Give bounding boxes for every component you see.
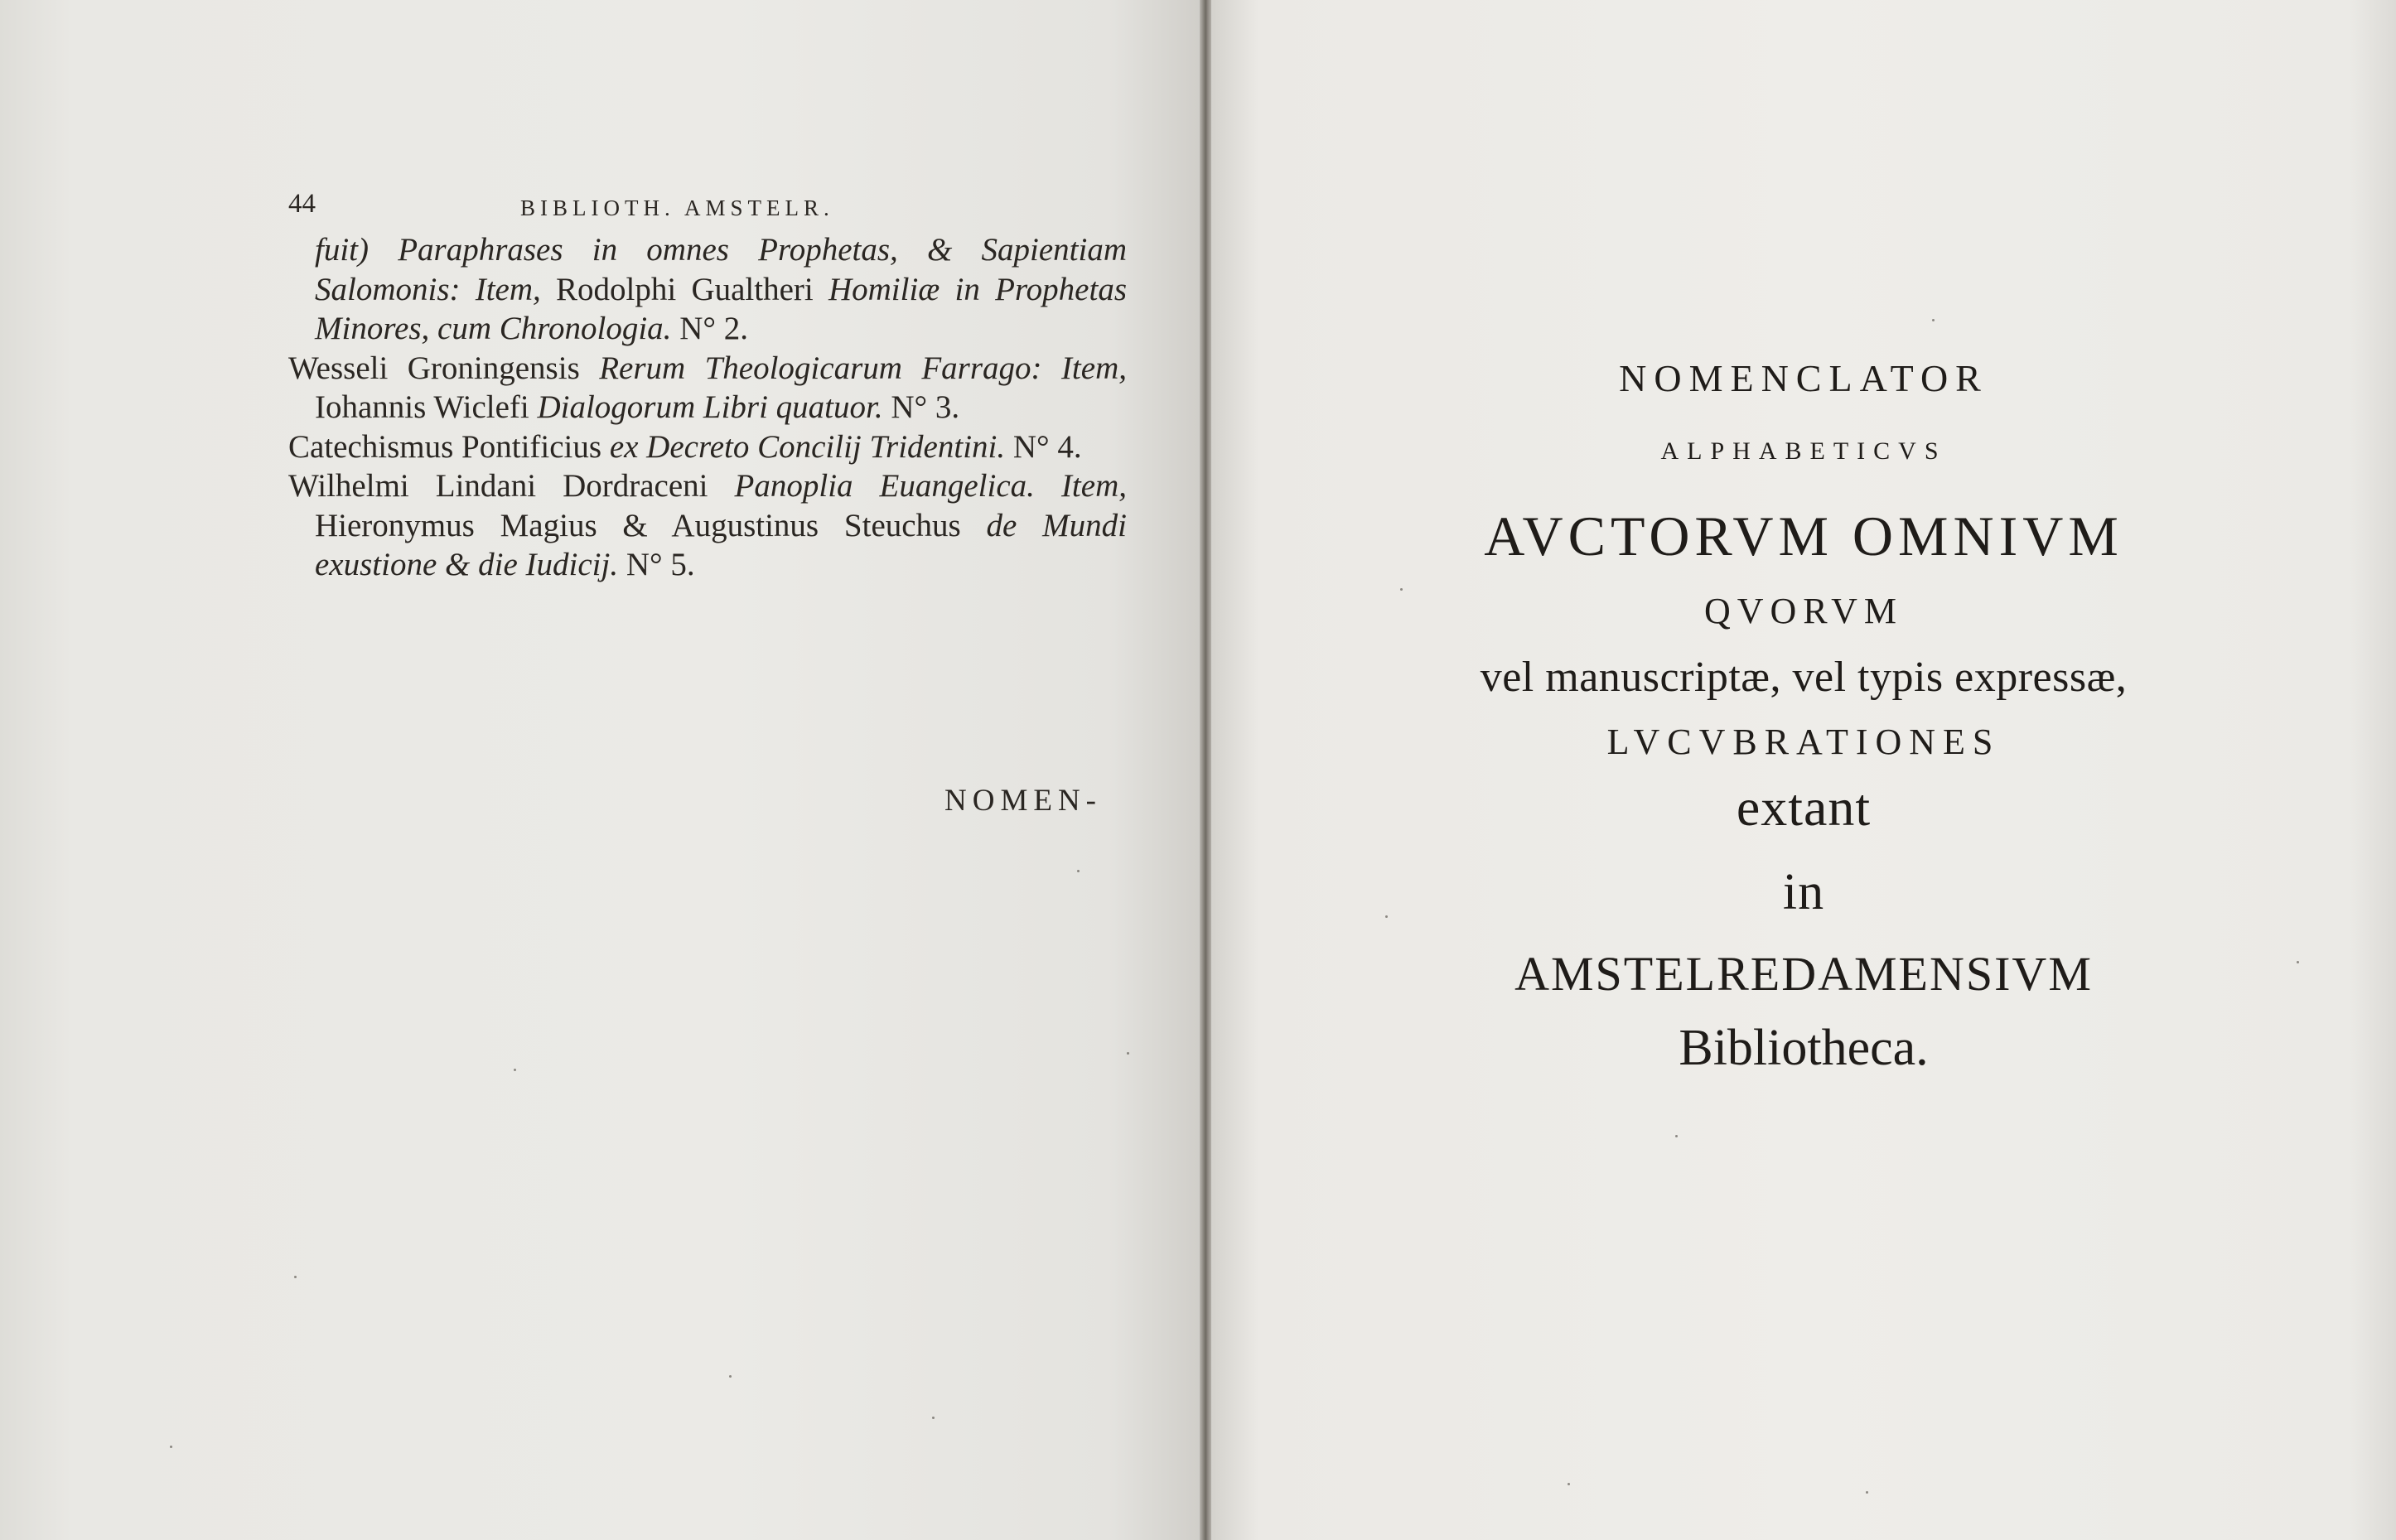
page-number: 44 — [288, 189, 316, 219]
paper-speck — [1866, 1491, 1868, 1494]
paper-speck — [294, 1276, 297, 1278]
entry-segment: Iohannis Wiclefi — [315, 389, 538, 425]
right-page — [1211, 0, 2396, 1540]
entry-segment: de Mundi exustione & die Iudicij. — [315, 507, 1127, 582]
entry-segment: N° 3. — [891, 389, 960, 425]
paper-speck — [1400, 588, 1403, 591]
paper-speck — [514, 1069, 516, 1071]
paper-speck — [1932, 319, 1935, 321]
entry-segment: N° 5. — [626, 547, 695, 582]
entry-segment: Wesseli Groningensis — [288, 350, 600, 386]
paper-speck — [1385, 915, 1388, 918]
entry-segment: Hieronymus Magius & Augustinus Steuchus — [315, 507, 987, 543]
entry-segment: Catechismus Pontificius — [288, 428, 610, 465]
paper-speck — [1127, 1052, 1129, 1055]
title-line-auctorum-omnium: AVCTORVM OMNIVM — [1484, 504, 2123, 567]
paper-speck — [1568, 1483, 1570, 1485]
catchword: NOMEN- — [944, 784, 1102, 818]
entry-segment: Homiliæ in Prophetas Minores, cum Chronologia. — [315, 271, 1127, 346]
entry-segment: N° 4. — [1012, 428, 1082, 465]
title-line-manuscriptae: vel manuscriptæ, vel typis expressæ, — [1480, 654, 2128, 701]
paper-speck — [2297, 961, 2299, 963]
title-line-lucubrationes: LVCVBRATIONES — [1606, 722, 2001, 762]
title-line-extant: extant — [1736, 778, 1872, 837]
show-through-decoration — [249, 157, 257, 197]
title-line-nomenclator: NOMENCLATOR — [1619, 357, 1988, 399]
title-line-in: in — [1782, 864, 1825, 920]
catalog-entry — [288, 466, 1127, 585]
catalog-entry — [288, 230, 1127, 349]
title-line-amstelredamensium: AMSTELREDAMENSIVM — [1514, 947, 2093, 1001]
entry-segment: fuit) Paraphrases in omnes Prophetas, & Sapientiam Salomonis: Item, — [315, 232, 1127, 307]
paper-speck — [170, 1446, 172, 1448]
catalog-entry — [288, 349, 1127, 427]
entry-segment: Dialogorum Libri quatuor. — [537, 389, 891, 425]
entry-segment: Panoplia Euangelica. Item, — [734, 468, 1127, 504]
paper-speck — [729, 1375, 732, 1378]
title-line-alphabeticus: ALPHABETICVS — [1660, 437, 1947, 465]
title-line-quorum: QVORVM — [1703, 591, 1904, 631]
entry-segment: Wilhelmi Lindani Dordraceni — [288, 468, 735, 504]
catalog-entries — [288, 230, 1127, 585]
entry-segment: Rodolphi Gualtheri — [556, 271, 828, 307]
catalog-entry — [288, 427, 1127, 467]
entry-segment: Rerum Theologicarum Farrago: Item, — [599, 350, 1127, 386]
paper-speck — [1077, 870, 1080, 872]
entry-segment: N° 2. — [679, 311, 748, 346]
entry-segment: ex Decreto Concilij Tridentini. — [609, 428, 1013, 465]
paper-speck — [1675, 1135, 1678, 1137]
title-line-bibliotheca: Bibliotheca. — [1679, 1020, 1929, 1076]
paper-speck — [932, 1417, 935, 1419]
running-head-title: BIBLIOTH. AMSTELR. — [520, 196, 834, 220]
